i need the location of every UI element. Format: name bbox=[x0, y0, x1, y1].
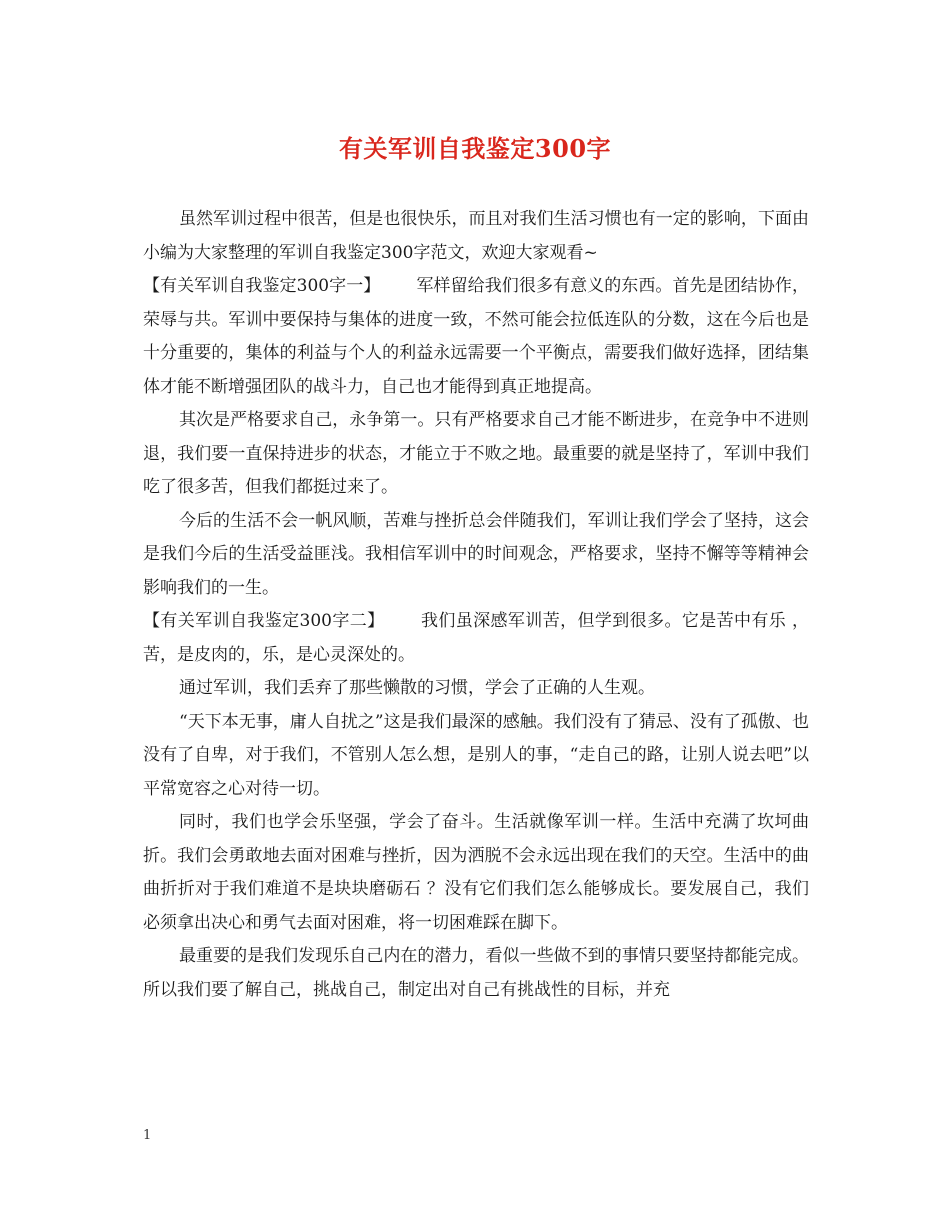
section-2-heading: 【有关军训自我鉴定300字二】 bbox=[143, 611, 385, 631]
section-1-lead-text: 军样留给我们很多有意义的东西。首先是团结协作，荣辱与共。军训中要保持与集体的进度一致，不然可能会拉低连队的分数，这在今后也是十分重要的，集体的利益与个人的利益永远需要一个平衡点，需要我们做好选择，团结集体才能不断增强团队的战斗力，自己也才能得到真正地提高。 bbox=[143, 276, 810, 397]
page-number: 1 bbox=[143, 1128, 152, 1143]
section-2-first-paragraph bbox=[143, 605, 809, 672]
body-paragraph: 通过军训，我们丢弃了那些懒散的习惯，学会了正确的人生观。 bbox=[179, 678, 655, 698]
body-paragraph: 同时，我们也学会乐坚强，学会了奋斗。生活就像军训一样。生活中充满了坎坷曲折。我们会勇敢地去面对困难与挫折，因为洒脱不会永远出现在我们的天空。生活中的曲曲折折对于我们难道不是块块磨砺石 ？没有它们我们怎么能够成长。要发展自己，我们必须拿出决心和勇气去面对困难，将一切困难踩在脚下。 bbox=[143, 812, 809, 933]
document-title: 有关军训自我鉴定300字 bbox=[338, 134, 612, 163]
body-paragraph: 最重要的是我们发现乐自己内在的潜力，看似一些做不到的事情只要坚持都能完成。所以我们要了解自己，挑战自己，制定出对自己有挑战性的目标，并充 bbox=[143, 946, 809, 1000]
document-body bbox=[143, 203, 809, 1007]
body-paragraph: “天下本无事，庸人自扰之”这是我们最深的感触。我们没有了猜忌、没有了孤傲、也没有了自卑，对于我们，不管别人怎么想，是别人的事，“走自己的路，让别人说去吧”以平常宽容之心对待一切。 bbox=[143, 711, 809, 799]
section-2-lead-text: 我们虽深感军训苦，但学到很多。它是苦中有乐 ，苦，是皮肉的，乐，是心灵深处的。 bbox=[143, 611, 809, 665]
body-paragraph: 今后的生活不会一帆风顺，苦难与挫折总会伴随我们，军训让我们学会了坚持，这会是我们今后的生活受益匪浅。我相信军训中的时间观念，严格要求，坚持不懈等等精神会影响我们的一生。 bbox=[143, 510, 809, 598]
section-1-first-paragraph bbox=[143, 270, 809, 404]
section-1-heading: 【有关军训自我鉴定300字一】 bbox=[143, 276, 381, 296]
body-paragraph: 其次是严格要求自己，永争第一。只有严格要求自己才能不断进步，在竞争中不进则退，我们要一直保持进步的状态，才能立于不败之地。最重要的就是坚持了，军训中我们吃了很多苦，但我们都挺过来了。 bbox=[143, 410, 809, 497]
intro-paragraph: 虽然军训过程中很苦，但是也很快乐，而且对我们生活习惯也有一定的影响，下面由小编为大家整理的军训自我鉴定300字范文，欢迎大家观看~ bbox=[143, 209, 809, 263]
